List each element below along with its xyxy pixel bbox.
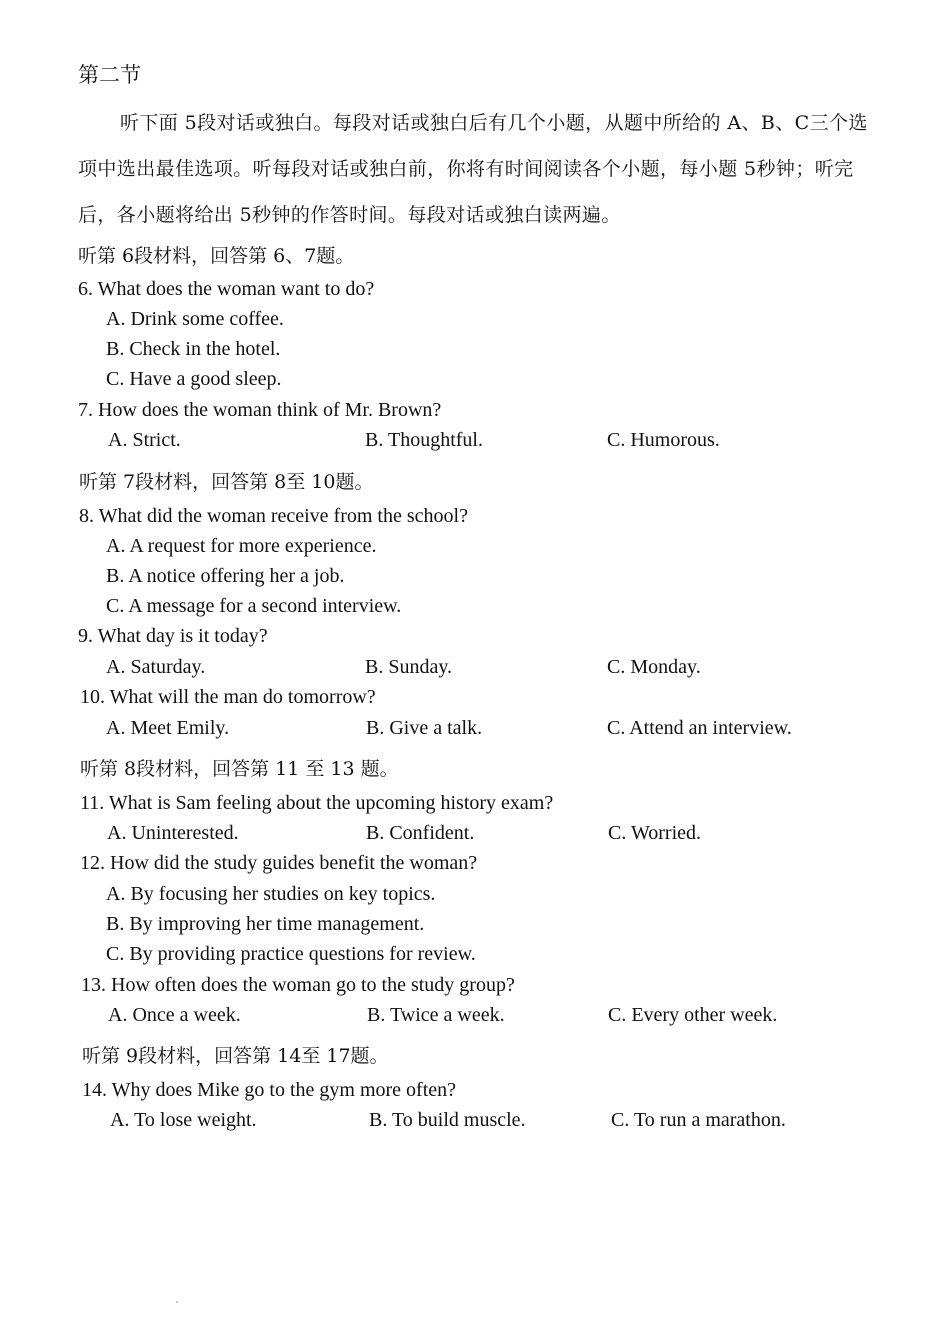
question-stem: 6. What does the woman want to do?: [78, 278, 375, 300]
question-stem: 8. What did the woman receive from the school?: [79, 505, 468, 527]
group-heading: 听第 9段材料，回答第 14至 17题。: [82, 1045, 389, 1067]
answer-option: C. Attend an interview.: [607, 717, 792, 739]
answer-option: B. Thoughtful.: [365, 429, 483, 451]
answer-option: B. Twice a week.: [367, 1004, 505, 1026]
group-heading: 听第 6段材料，回答第 6、7题。: [78, 245, 355, 267]
group-heading: 听第 8段材料，回答第 11 至 13 题。: [80, 758, 399, 780]
section-title: 第二节: [78, 63, 141, 87]
answer-option: C. Worried.: [608, 822, 702, 844]
answer-option: A. Meet Emily.: [106, 717, 230, 739]
answer-option: A. By focusing her studies on key topics.: [106, 883, 436, 905]
answer-option: B. Confident.: [366, 822, 475, 844]
question-stem: 12. How did the study guides benefit the woman?: [80, 852, 478, 874]
answer-option: B. A notice offering her a job.: [106, 565, 345, 587]
answer-option: A. A request for more experience.: [106, 535, 377, 557]
answer-option: C. A message for a second interview.: [106, 595, 402, 617]
answer-option: B. By improving her time management.: [106, 913, 425, 935]
question-stem: 11. What is Sam feeling about the upcoming history exam?: [80, 792, 554, 814]
answer-option: A. To lose weight.: [110, 1109, 257, 1131]
scan-speck: [176, 1301, 178, 1303]
answer-option: C. To run a marathon.: [611, 1109, 786, 1131]
question-stem: 7. How does the woman think of Mr. Brown?: [78, 399, 442, 421]
answer-option: C. By providing practice questions for review.: [106, 943, 476, 965]
answer-option: B. Check in the hotel.: [106, 338, 281, 360]
question-stem: 14. Why does Mike go to the gym more often?: [82, 1079, 457, 1101]
answer-option: A. Uninterested.: [107, 822, 239, 844]
answer-option: C. Monday.: [607, 656, 701, 678]
answer-option: A. Saturday.: [106, 656, 206, 678]
answer-option: B. To build muscle.: [369, 1109, 526, 1131]
answer-option: B. Give a talk.: [366, 717, 483, 739]
answer-option: B. Sunday.: [365, 656, 453, 678]
section-instructions: 听下面 5段对话或独白。每段对话或独白后有几个小题，从题中所给的 A、B、C三个选项中选出最佳选项。听每段对话或独白前，你将有时间阅读各个小题，每小题 5秒钟；听完后，各小题将给出 5秒钟的作答时间。每段对话或独白读两遍。: [78, 112, 868, 226]
answer-option: C. Every other week.: [608, 1004, 778, 1026]
question-stem: 13. How often does the woman go to the study group?: [81, 974, 515, 996]
answer-option: C. Humorous.: [607, 429, 720, 451]
question-stem: 9. What day is it today?: [78, 625, 268, 647]
answer-option: A. Once a week.: [108, 1004, 241, 1026]
question-stem: 10. What will the man do tomorrow?: [80, 686, 376, 708]
group-heading: 听第 7段材料，回答第 8至 10题。: [79, 471, 374, 493]
answer-option: A. Strict.: [108, 429, 181, 451]
answer-option: C. Have a good sleep.: [106, 368, 282, 390]
answer-option: A. Drink some coffee.: [106, 308, 284, 330]
